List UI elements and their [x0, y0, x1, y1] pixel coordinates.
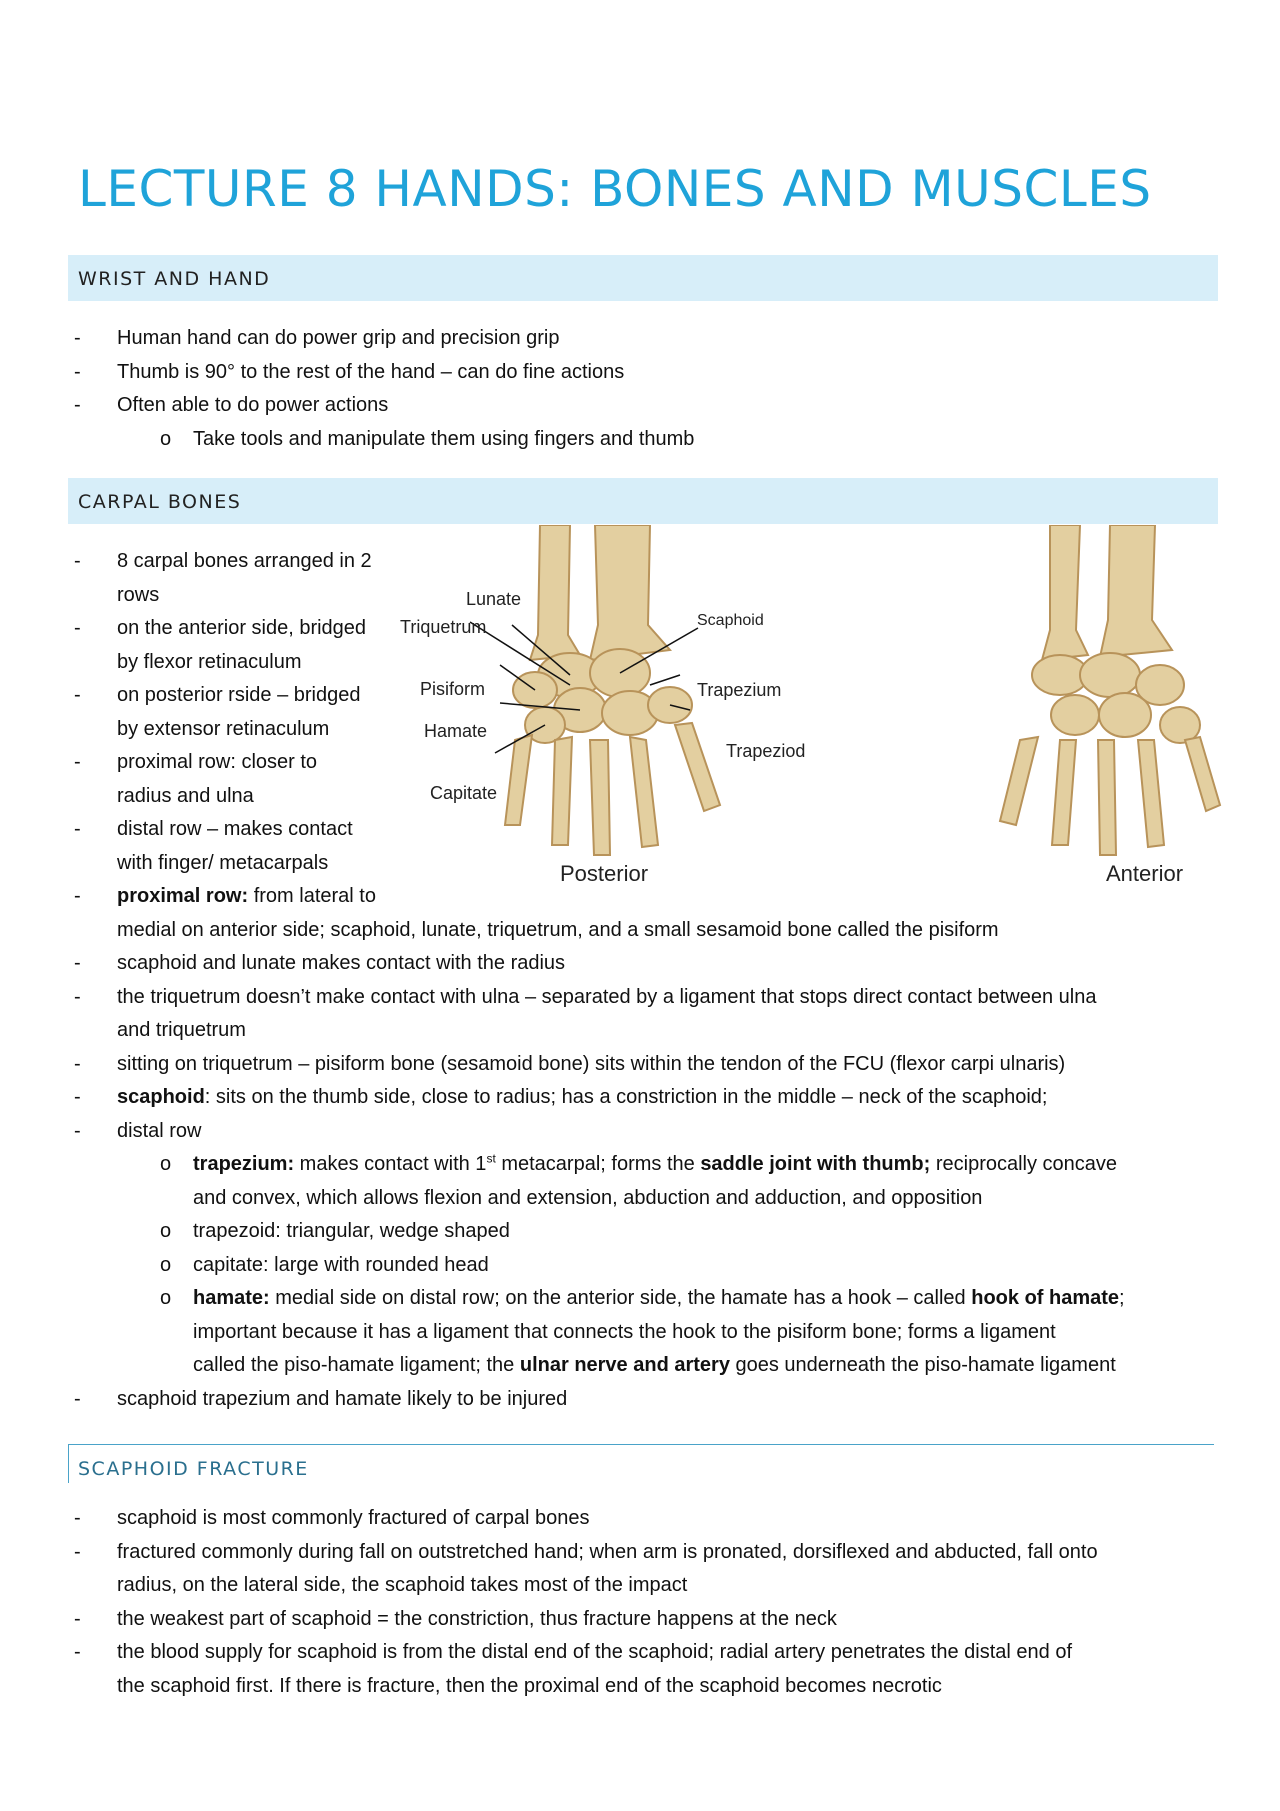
list-item: - sitting on triquetrum – pisiform bone (sesamoid bone) sits within the tendon of the FCU (flexor carpi ulnaris): [74, 1052, 1066, 1075]
sub-list-item: o Take tools and manipulate them using fingers and thumb: [160, 427, 695, 450]
posterior-hand-drawing: [505, 525, 720, 855]
section-heading-label: WRIST AND HAND: [78, 268, 271, 290]
section-heading-wrist: [68, 255, 1218, 301]
list-item: - scaphoid: sits on the thumb side, close to radius; has a constriction in the middle – neck of the scaphoid;: [74, 1086, 1048, 1108]
sub-list-item: o capitate: large with rounded head: [160, 1253, 489, 1276]
section-heading-label: SCAPHOID FRACTURE: [78, 1458, 309, 1480]
list-item: - the weakest part of scaphoid = the constriction, thus fracture happens at the neck: [74, 1607, 837, 1630]
label-pisiform: Pisiform: [420, 679, 486, 699]
list-item: - Human hand can do power grip and precision grip: [74, 327, 560, 349]
wrist-bones-illustration: [420, 525, 1226, 895]
list-item: - 8 carpal bones arranged in 2 rows: [74, 550, 372, 606]
list-item: - scaphoid trapezium and hamate likely to be injured: [74, 1387, 568, 1410]
label-trapezium: Trapezium: [697, 680, 782, 700]
section-heading-fracture: [68, 1444, 1214, 1483]
list-item: - proximal row: from lateral to medial on anterior side; scaphoid, lunate, triquetrum, and a small sesamoid bone called the pisiform: [74, 885, 999, 941]
list-item: - on posterior rside – bridged by extensor retinaculum: [74, 684, 361, 740]
label-hamate: Hamate: [424, 721, 488, 741]
list-item: - Thumb is 90° to the rest of the hand – can do fine actions: [74, 360, 625, 383]
section-heading-carpal: [68, 478, 1218, 524]
list-item: - proximal row: closer to radius and ulna: [74, 751, 318, 807]
label-scaphoid: Scaphoid: [697, 612, 764, 629]
list-item: - Often able to do power actions: [74, 394, 389, 416]
sub-list-item: o trapezoid: triangular, wedge shaped: [160, 1220, 510, 1242]
list-item: - scaphoid and lunate makes contact with the radius: [74, 952, 566, 974]
sub-list-item: o hamate: medial side on distal row; on the anterior side, the hamate has a hook – called hook of hamate; important because it has a ligament that connects the hook to the pisiform bone; forms a ligament called the piso-hamate ligament; the ulnar nerve and artery goes underneath the piso-hamate ligament: [160, 1287, 1125, 1376]
list-item: - scaphoid is most commonly fractured of carpal bones: [74, 1507, 590, 1529]
list-item: - distal row – makes contact with finger/ metacarpals: [74, 818, 353, 874]
caption-anterior: Anterior: [1106, 861, 1184, 886]
label-lunate: Lunate: [466, 589, 522, 609]
list-item: - the triquetrum doesn’t make contact with ulna – separated by a ligament that stops direct contact between ulna and triquetrum: [74, 985, 1097, 1041]
wrist-bones-figure: [400, 525, 1226, 895]
label-trapeziod: Trapeziod: [726, 741, 806, 761]
anterior-hand-drawing: [1000, 525, 1220, 855]
caption-posterior: Posterior: [560, 861, 649, 886]
wrist-list: [68, 322, 694, 456]
section-heading-label: CARPAL BONES: [78, 491, 242, 513]
page-title: LECTURE 8 HANDS: BONES AND MUSCLES: [78, 160, 1152, 218]
sub-list-item: o trapezium: makes contact with 1st metacarpal; forms the saddle joint with thumb; reciprocally concave and convex, which allows flexion and extension, abduction and adduction, and opposition: [160, 1151, 1118, 1209]
label-capitate: Capitate: [430, 783, 498, 803]
list-item: - distal row: [74, 1119, 202, 1142]
label-triquetrum: Triquetrum: [400, 617, 487, 637]
list-item: - the blood supply for scaphoid is from the distal end of the scaphoid; radial artery penetrates the distal end of the scaphoid first. If there is fracture, then the proximal end of the scaphoid becomes necrotic: [74, 1641, 1073, 1697]
fracture-list: [68, 1502, 1098, 1703]
list-item: - on the anterior side, bridged by flexor retinaculum: [74, 617, 367, 673]
list-item: - fractured commonly during fall on outstretched hand; when arm is pronated, dorsiflexed and abducted, fall onto radius, on the lateral side, the scaphoid takes most of the impact: [74, 1540, 1098, 1596]
